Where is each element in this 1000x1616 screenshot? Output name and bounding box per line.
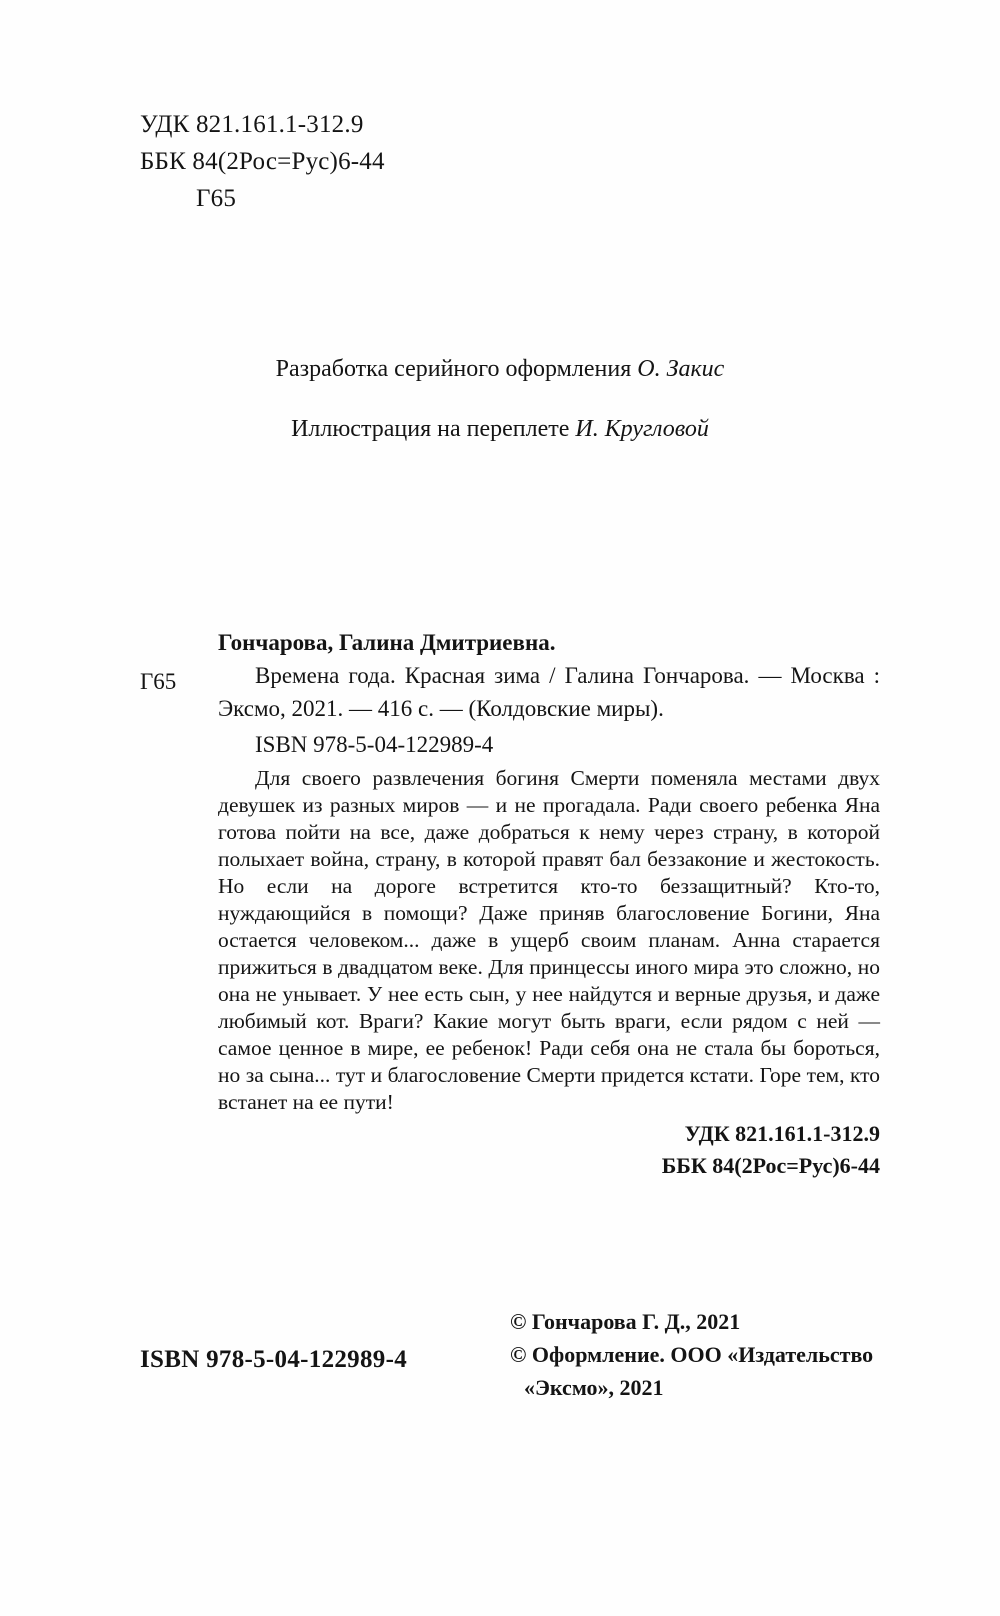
- bbk-code-right: ББК 84(2Рос=Рус)6-44: [661, 1153, 880, 1178]
- udk-code-right: УДК 821.161.1-312.9: [684, 1121, 880, 1146]
- isbn-catalog-line: ISBN 978-5-04-122989-4: [255, 732, 494, 757]
- classification-block: [140, 106, 385, 217]
- catalog-card: [218, 626, 880, 1182]
- book-annotation: Для своего развлечения богиня Смерти поменяла местами двух девушек из разных миров — и не прогадала. Ради своего ребенка Яна готова пойти на все, даже добраться к нему через страну, в которой полыхает война, страну, в которой правят бал беззаконие и жестокость. Но если на дороге встретится кто-то беззащитный? Кто-то, нуждающийся в помощи? Даже приняв благословение Богини, Яна остается человеком... даже в ущерб своим планам. Анна старается прижиться в двадцатом веке. Для принцессы иного мира это сложно, но она не унывает. У нее есть сын, у нее найдутся и верные друзья, и даже любимый кот. Враги? Какие могут быть враги, если рядом с ней — самое ценное в мире, ее ребенок! Ради себя она не стала бы бороться, но за сына... тут и благословение Смерти придется кстати. Горе тем, кто встанет на ее пути!: [218, 766, 880, 1114]
- illustration-credit: [0, 416, 1000, 443]
- series-design-credit: [0, 356, 1000, 383]
- copyright-author: © Гончарова Г. Д., 2021: [510, 1309, 741, 1334]
- author-heading: Гончарова, Галина Дмитриевна.: [218, 630, 556, 655]
- copyright-publisher-cont: «Эксмо», 2021: [524, 1375, 664, 1400]
- series-design-label: Разработка серийного оформления: [275, 356, 632, 382]
- bbk-code: ББК 84(2Рос=Рус)6-44: [140, 148, 385, 175]
- bibliographic-description: Времена года. Красная зима / Галина Гончарова. — Москва : Эксмо, 2021. — 416 с. — (Колдовские миры).: [218, 663, 880, 721]
- illustrator-name: И. Кругловой: [575, 416, 709, 442]
- classification-right-block: [218, 1118, 880, 1182]
- author-sign-code: Г65: [196, 185, 237, 212]
- illustration-label: Иллюстрация на переплете: [291, 416, 570, 442]
- udk-code: УДК 821.161.1-312.9: [140, 111, 364, 138]
- isbn-footer: ISBN 978-5-04-122989-4: [140, 1346, 408, 1373]
- margin-author-sign: Г65: [140, 669, 177, 694]
- series-designer-name: О. Закис: [637, 356, 725, 382]
- copyright-publisher: © Оформление. ООО «Издательство: [510, 1342, 874, 1367]
- copyright-block: [510, 1305, 873, 1404]
